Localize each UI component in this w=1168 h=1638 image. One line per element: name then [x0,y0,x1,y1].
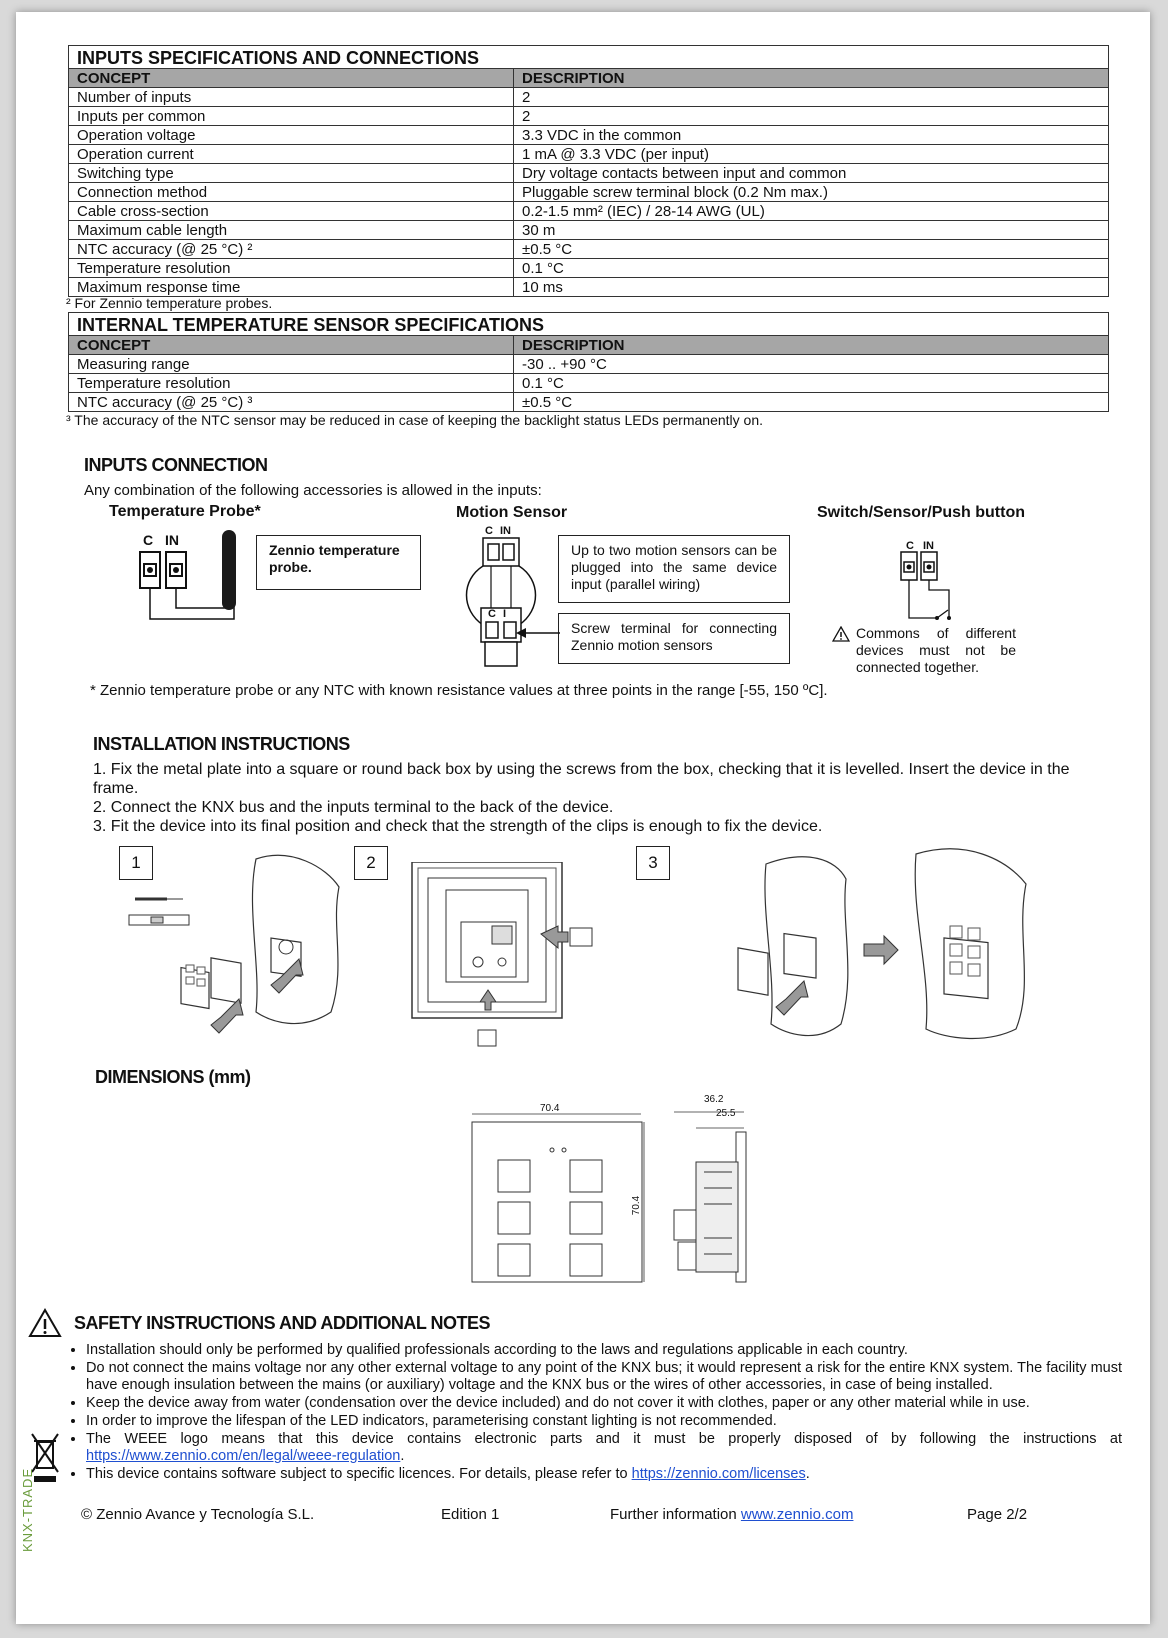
concept-cell: Operation voltage [69,126,514,145]
installation-step-3: 3. Fit the device into its final position and check that the strength of the clips is enough to fix the device. [93,818,823,835]
concept-cell: Maximum response time [69,278,514,297]
table-row [69,259,1109,278]
weee-link[interactable]: https://www.zennio.com/en/legal/weee-regulation [86,1448,401,1464]
concept-cell: Operation current [69,145,514,164]
switch-terminal-c: C [906,540,914,552]
step-3-illustration [716,834,1046,1049]
motion-callout-parallel: Up to two motion sensors can be plugged into the same device input (parallel wiring) [558,535,790,603]
description-cell: Pluggable screw terminal block (0.2 Nm max.) [514,183,1109,202]
probe-title: Temperature Probe* [109,503,261,520]
switch-terminal-in: IN [923,540,934,552]
dim-depth-total-label: 36.2 [704,1094,724,1105]
step-label-3: 3 [636,846,670,880]
step-1-illustration [121,847,351,1047]
concept-cell: Temperature resolution [69,374,514,393]
warning-icon [832,626,850,642]
safety-note: • Do not connect the mains voltage nor any other external voltage to any point of the KNX bus; it would represent a risk for the entire KNX system. The facility must have enough insulation between the mains (or auxiliary) voltage and the KNX bus or the wires of other accessories, in case of being installed. [86,1360,1122,1394]
concept-cell: Maximum cable length [69,221,514,240]
concept-cell: Number of inputs [69,88,514,107]
zennio-website-link[interactable]: www.zennio.com [740,1506,854,1523]
safety-note-licence: • This device contains software subject to specific licences. For details, please refer to https://zennio.com/licenses. [86,1466,1122,1483]
table-row [69,126,1109,145]
table-row [69,393,1109,412]
description-cell: 0.2-1.5 mm² (IEC) / 28-14 AWG (UL) [514,202,1109,221]
table-row [69,374,1109,393]
table-row [69,88,1109,107]
sensor-spec-table [68,312,1109,412]
description-cell: 1 mA @ 3.3 VDC (per input) [514,145,1109,164]
description-cell: 0.1 °C [514,259,1109,278]
concept-cell: Cable cross-section [69,202,514,221]
inputs-table-title: INPUTS SPECIFICATIONS AND CONNECTIONS [69,46,1109,69]
footer-edition: Edition 1 [441,1506,500,1523]
description-cell: ±0.5 °C [514,240,1109,259]
step-2-illustration [406,862,606,1062]
step-label-2: 2 [354,846,388,880]
table-row [69,183,1109,202]
inputs-connection-heading: INPUTS CONNECTION [84,455,268,475]
table-row [69,202,1109,221]
description-cell: 2 [514,88,1109,107]
table-row [69,107,1109,126]
motion-title: Motion Sensor [456,504,568,521]
concept-cell: Connection method [69,183,514,202]
table-row [69,164,1109,183]
dim-depth-body-label: 25.5 [716,1108,736,1119]
table-row [69,145,1109,164]
inputs-spec-table [68,45,1109,297]
footer-further-text: Further information [610,1506,741,1523]
description-cell: 0.1 °C [514,374,1109,393]
dim-width-label: 70.4 [540,1103,560,1114]
safety-note: • In order to improve the lifespan of the LED indicators, parameterising constant lighting is not recommended. [86,1413,1122,1430]
weee-text: The WEEE logo means that this device contains electronic parts and it must be properly disposed of by following the instructions at [86,1431,1122,1447]
footer-copyright: © Zennio Avance y Tecnología S.L. [81,1506,315,1523]
warning-icon [28,1308,62,1338]
safety-heading: SAFETY INSTRUCTIONS AND ADDITIONAL NOTES [74,1313,491,1333]
document-page [16,12,1150,1624]
description-cell: 30 m [514,221,1109,240]
sensor-table-title: INTERNAL TEMPERATURE SENSOR SPECIFICATIONS [69,313,1109,336]
probe-terminal-in: IN [165,532,179,548]
dimensions-heading: DIMENSIONS (mm) [95,1067,251,1087]
safety-note: • Keep the device away from water (condensation over the device included) and do not cover it with clothes, paper or any other material while in use. [86,1395,1122,1412]
description-cell: ±0.5 °C [514,393,1109,412]
probe-terminal-c: C [143,532,154,548]
description-cell: -30 .. +90 °C [514,355,1109,374]
concept-cell: Inputs per common [69,107,514,126]
header-description: DESCRIPTION [514,69,1109,88]
motion-terminal-in: IN [500,525,511,537]
motion-callout-terminal: Screw terminal for connecting Zennio motion sensors [558,613,790,664]
safety-notes-list [66,1342,1122,1484]
motion-terminal-c: C [485,525,493,537]
concept-cell: NTC accuracy (@ 25 °C) ² [69,240,514,259]
header-concept: CONCEPT [69,69,514,88]
table-row [69,221,1109,240]
concept-cell: NTC accuracy (@ 25 °C) ³ [69,393,514,412]
motion-sensor-diagram [461,530,571,670]
installation-step-2: 2. Connect the KNX bus and the inputs terminal to the back of the device. [93,799,614,816]
installation-step-1: 1. Fix the metal plate into a square or round back box by using the screws from the box, checking that it is levelled. Insert the device in the frame. [93,761,1070,797]
inputs-connection-intro: Any combination of the following accessories is allowed in the inputs: [84,482,542,499]
inputs-footnote: ² For Zennio temperature probes. [66,295,273,311]
header-concept: CONCEPT [69,336,514,355]
header-description: DESCRIPTION [514,336,1109,355]
dim-height-label: 70.4 [631,1195,643,1216]
motion-terminal-c2: C [488,608,496,620]
description-cell: 3.3 VDC in the common [514,126,1109,145]
concept-cell: Switching type [69,164,514,183]
table-row [69,278,1109,297]
probe-footnote: * Zennio temperature probe or any NTC with known resistance values at three points in the range [-55, 150 ºC]. [90,682,828,699]
sensor-footnote: ³ The accuracy of the NTC sensor may be reduced in case of keeping the backlight status LEDs permanently on. [66,412,763,428]
safety-note-weee: • The WEEE logo means that this device contains electronic parts and it must be properly disposed of by following the instructions at https://www.zennio.com/en/legal/weee-regulation. [86,1431,1122,1465]
side-watermark-label: KNX-TRADE [20,1467,35,1552]
dimensions-drawing [466,1092,766,1292]
licence-text: This device contains software subject to specific licences. For details, please refer to [86,1466,632,1482]
concept-cell: Temperature resolution [69,259,514,278]
description-cell: Dry voltage contacts between input and common [514,164,1109,183]
installation-heading: INSTALLATION INSTRUCTIONS [93,734,350,754]
description-cell: 2 [514,107,1109,126]
concept-cell: Measuring range [69,355,514,374]
table-row [69,240,1109,259]
motion-terminal-i: I [503,608,507,620]
switch-diagram [891,540,971,630]
switch-note: Commons of different devices must not be connected together. [856,625,1016,675]
table-row [69,355,1109,374]
installation-steps [93,760,1103,836]
footer-further [610,1506,853,1523]
step-label-1: 1 [119,846,153,880]
safety-note: • Installation should only be performed by qualified professionals according to the laws and regulations applicable in each country. [86,1342,1122,1359]
arrow-icon [516,626,560,640]
switch-title: Switch/Sensor/Push button [817,504,1026,521]
description-cell: 10 ms [514,278,1109,297]
licences-link[interactable]: https://zennio.com/licenses [631,1466,806,1482]
footer-page-number: Page 2/2 [967,1506,1028,1523]
probe-callout: Zennio temperature probe. [256,535,421,590]
